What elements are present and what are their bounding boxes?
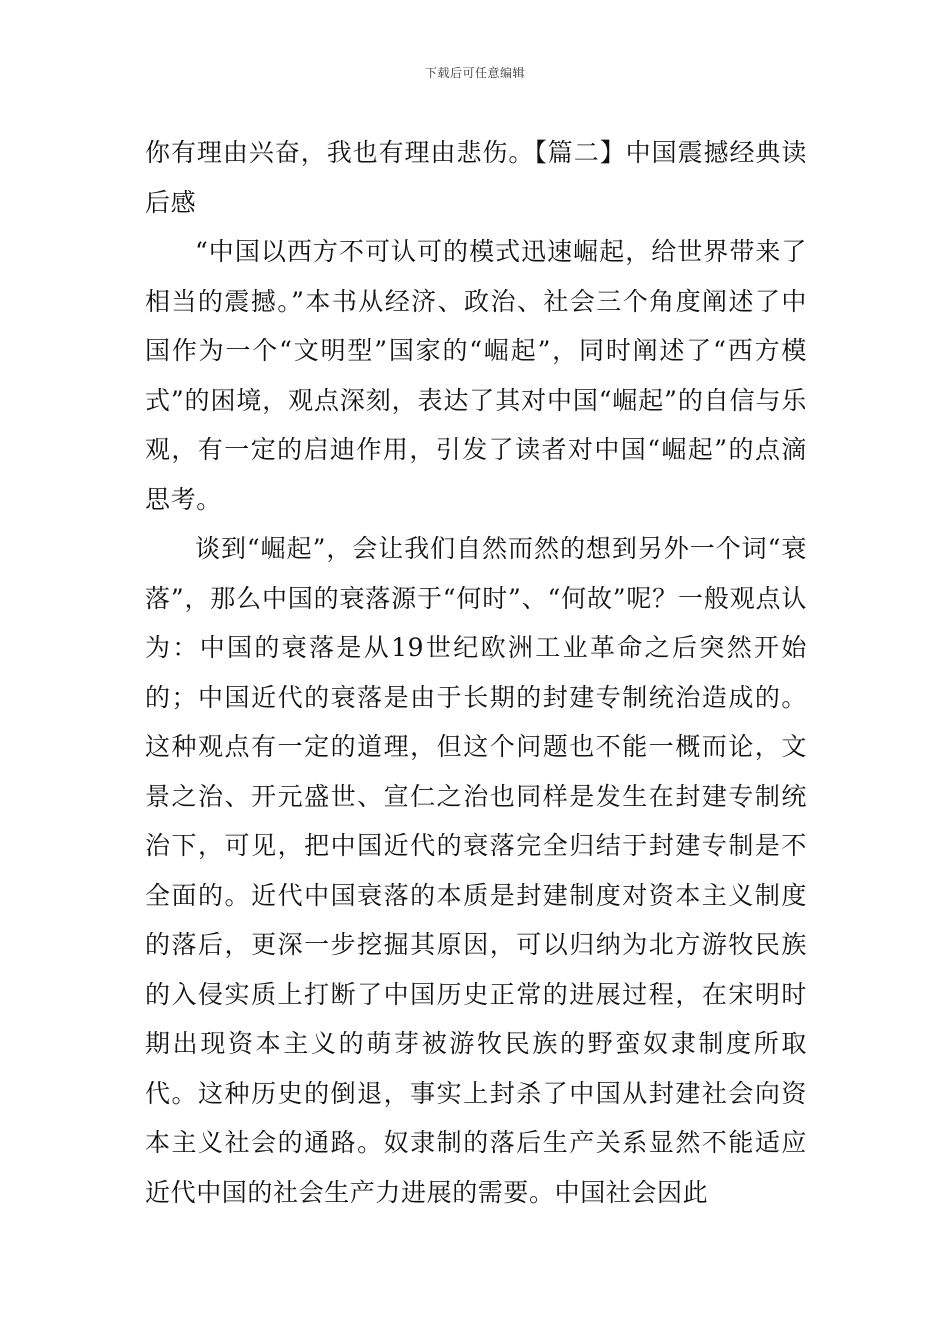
paragraph-3: 谈到“崛起”，会让我们自然而然的想到另外一个词“衰落”，那么中国的衰落源于“何时”、“何故”呢？一般观点认为：中国的衰落是从19世纪欧洲工业革命之后突然开始的；中国近代的衰落是由于长期的封建专制统治造成的。这种观点有一定的道理，但这个问题也不能一概而论，文景之治、开元盛世、宣仁之治也同样是发生在封建专制统治下，可见，把中国近代的衰落完全归结于封建专制是不全面的。近代中国衰落的本质是封建制度对资本主义制度的落后，更深一步挖掘其原因，可以归纳为北方游牧民族的入侵实质上打断了中国历史正常的进展过程，在宋明时期出现资本主义的萌芽被游牧民族的野蛮奴隶制度所取代。这种历史的倒退，事实上封杀了中国从封建社会向资本主义社会的通路。奴隶制的落后生产关系显然不能适应近代中国的社会生产力进展的需要。中国社会因此 — [145, 534, 807, 1207]
paragraph-1: 你有理由兴奋，我也有理由悲伤。【篇二】中国震撼经典读后感 — [145, 138, 807, 217]
document-body — [145, 128, 807, 1217]
page-header: 下载后可任意编辑 — [424, 66, 525, 80]
paragraph-2: “中国以西方不可认可的模式迅速崛起，给世界带来了相当的震撼。”本书从经济、政治、社会三个角度阐述了中国作为一个“文明型”国家的“崛起”，同时阐述了“西方模式”的困境，观点深刻，表达了其对中国“崛起”的自信与乐观，有一定的启迪作用，引发了读者对中国“崛起”的点滴思考。 — [145, 237, 807, 514]
